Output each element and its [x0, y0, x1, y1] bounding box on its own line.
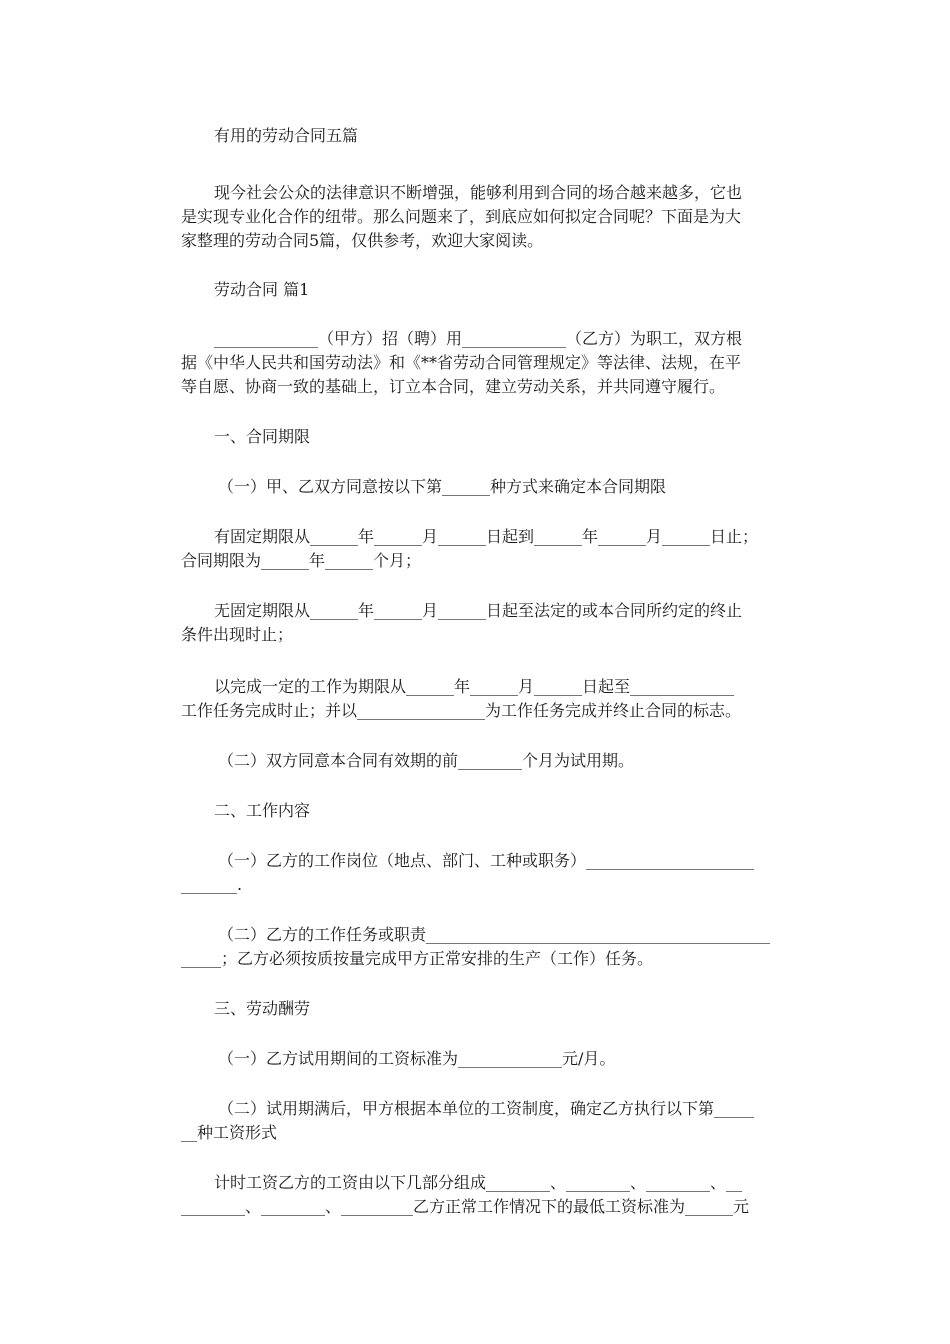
open-term-line-2: 条件出现时止； [181, 625, 294, 644]
part2-item1-line-2: _______. [181, 875, 243, 894]
fixed-term-line-1: 有固定期限从______年______月______日起到______年______月______日止； [214, 527, 759, 546]
part3-item1: （一）乙方试用期间的工资标准为_____________元/月。 [218, 1049, 616, 1068]
part3-item2-line-1: （二）试用期满后，甲方根据本单位的工资制度，确定乙方执行以下第_____ [218, 1099, 755, 1118]
section-heading: 劳动合同 篇1 [214, 280, 310, 299]
intro-line-1: 现今社会公众的法律意识不断增强，能够利用到合同的场合越来越多，它也 [214, 183, 743, 202]
preamble-line-3: 等自愿、协商一致的基础上，订立本合同，建立劳动关系，并共同遵守履行。 [181, 377, 726, 396]
part3-item2-line-2: __种工资形式 [181, 1123, 278, 1142]
task-term-line-1: 以完成一定的工作为期限从______年______月______日起至_____________ [214, 677, 735, 696]
part1-item2: （二）双方同意本合同有效期的前________个月为试用期。 [218, 751, 635, 770]
fixed-term-line-2: 合同期限为______年______个月； [181, 551, 422, 570]
part2-item2-line-2: _____；乙方必须按质按量完成甲方正常安排的生产（工作）任务。 [181, 949, 654, 968]
preamble-line-2: 据《中华人民共和国劳动法》和《**省劳动合同管理规定》等法律、法规，在平 [181, 353, 742, 372]
part2-item1-line-1: （一）乙方的工作岗位（地点、部门、工种或职务）_____________________ [218, 851, 755, 870]
hourly-wage-line-2: ________、________、_________乙方正常工作情况下的最低工资标准为______元 [181, 1197, 750, 1216]
intro-line-3: 家整理的劳动合同5篇，仅供参考，欢迎大家阅读。 [181, 231, 544, 250]
part1-item1: （一）甲、乙双方同意按以下第______种方式来确定本合同期限 [218, 477, 667, 496]
part3-heading: 三、劳动酬劳 [214, 999, 311, 1018]
hourly-wage-line-1: 计时工资乙方的工资由以下几部分组成________、________、________、__ [214, 1173, 743, 1192]
part1-heading: 一、合同期限 [214, 427, 311, 446]
preamble-line-1: _____________（甲方）招（聘）用_____________（乙方）为职工，双方根 [214, 329, 743, 348]
open-term-line-1: 无固定期限从______年______月______日起至法定的或本合同所约定的终止 [214, 601, 743, 620]
intro-line-2: 是实现专业化合作的纽带。那么问题来了，到底应如何拟定合同呢？下面是为大 [181, 207, 742, 226]
task-term-line-2: 工作任务完成时止；并以________________为工作任务完成并终止合同的标志。 [181, 701, 742, 720]
part2-item2-line-1: （二）乙方的工作任务或职责___________________________________________ [218, 925, 771, 944]
part2-heading: 二、工作内容 [214, 801, 311, 820]
document-title: 有用的劳动合同五篇 [214, 126, 359, 145]
